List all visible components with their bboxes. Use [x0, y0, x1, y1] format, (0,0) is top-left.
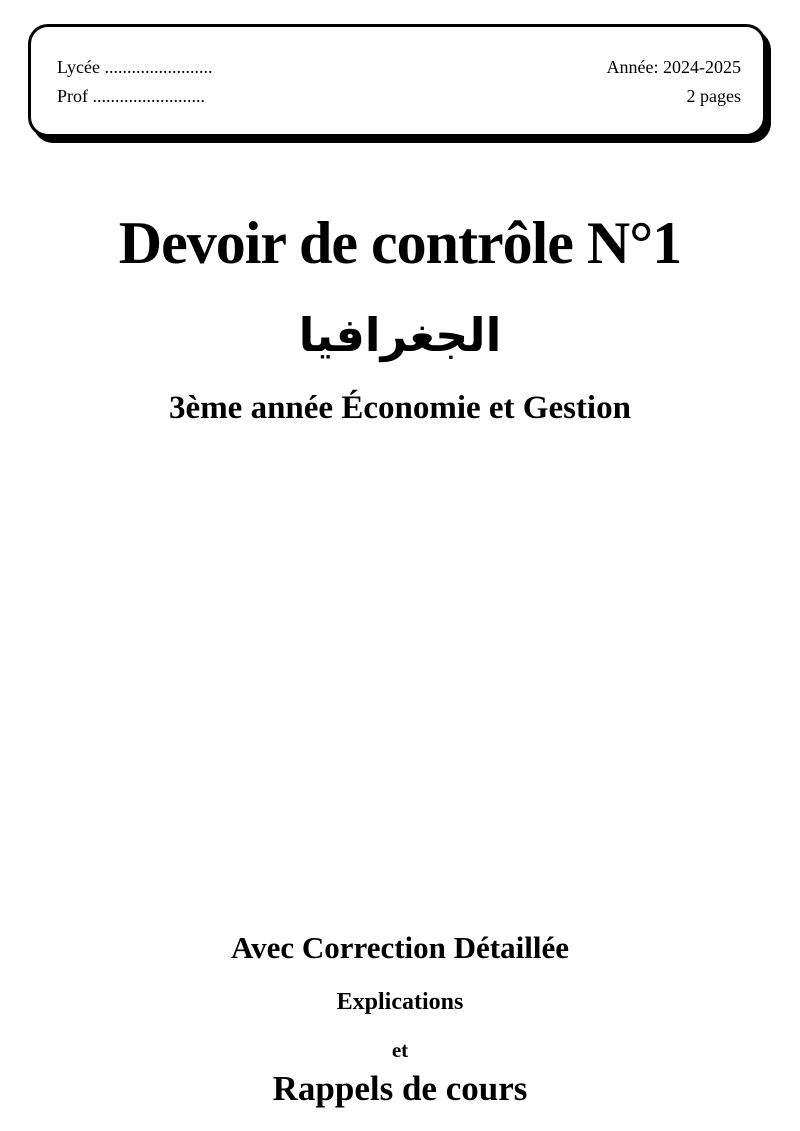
lycee-field: Lycée ........................ — [57, 57, 213, 77]
grade-level-subtitle: 3ème année Économie et Gestion — [169, 390, 631, 426]
pages-count-label: 2 pages — [686, 86, 741, 106]
arabic-subject-title: الجغرافيا — [298, 308, 502, 362]
header-right-column — [607, 53, 741, 134]
et-line: et — [391, 1038, 409, 1062]
header-left-column — [57, 53, 212, 134]
year-label: Année: 2024-2025 — [606, 57, 741, 77]
explications-line: Explications — [336, 989, 464, 1015]
prof-field: Prof ......................... — [57, 86, 205, 106]
header-info-box — [28, 24, 766, 137]
main-title: Devoir de contrôle N°1 — [118, 210, 682, 276]
correction-note-line: Avec Correction Détaillée — [231, 930, 569, 965]
rappels-line: Rappels de cours — [272, 1069, 528, 1108]
